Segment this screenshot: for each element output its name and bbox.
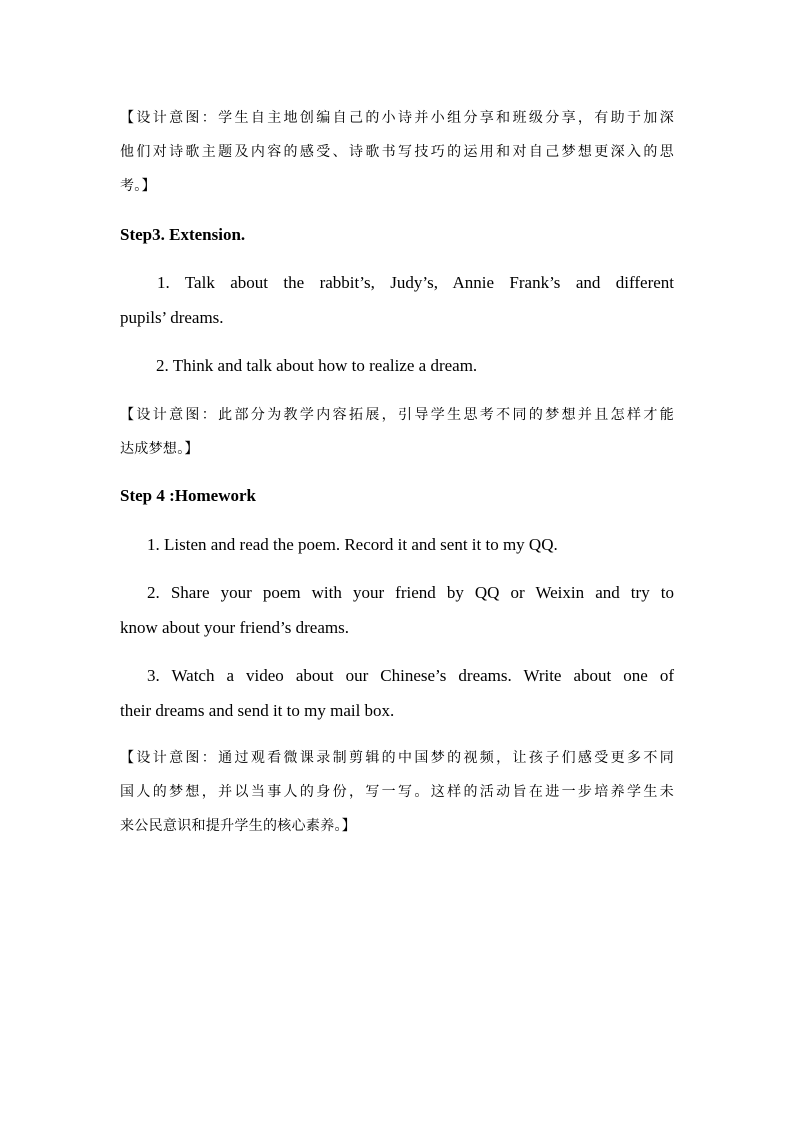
step3-item-2-line: 2. Think and talk about how to realize a dream. [156,356,478,375]
note-line: 来公民意识和提升学生的核心素养。】 [120,818,357,834]
homework-item-3-line: 3. Watch a video about our Chinese’s dreams. Write about one of [147,666,674,685]
homework-item-1-line: 1. Listen and read the poem. Record it and sent it to my QQ. [147,535,558,554]
note-line: 国人的梦想，并以当事人的身份，写一写。这样的活动旨在进一步培养学生未 [120,784,674,800]
homework-item-2 [120,575,674,645]
homework-item-3 [120,658,674,728]
note-line: 考。】 [120,178,156,194]
design-intent-note-2 [120,398,674,466]
note-line: 【设计意图：通过观看微课录制剪辑的中国梦的视频，让孩子们感受更多不同 [120,750,674,766]
note-line: 达成梦想。】 [120,441,199,457]
note-line: 他们对诗歌主题及内容的感受、诗歌书写技巧的运用和对自己梦想更深入的思 [120,144,674,160]
homework-item-2-line: 2. Share your poem with your friend by QQ or Weixin and try to [147,583,674,602]
step3-item-1 [120,265,674,335]
step3-heading: Step3. Extension. [120,225,246,244]
step4-heading: Step 4 :Homework [120,486,256,505]
homework-item-3-line: their dreams and send it to my mail box. [120,701,395,720]
step3-item-1-line: pupils’ dreams. [120,308,224,327]
design-intent-note-3 [120,741,674,843]
note-line: 【设计意图：学生自主地创编自己的小诗并小组分享和班级分享，有助于加深 [120,110,674,126]
note-line: 【设计意图：此部分为教学内容拓展，引导学生思考不同的梦想并且怎样才能 [120,407,674,423]
step3-item-2 [156,348,676,383]
homework-item-1 [147,527,674,562]
design-intent-note-1 [120,101,674,203]
homework-item-2-line: know about your friend’s dreams. [120,618,349,637]
step3-item-1-line: 1. Talk about the rabbit’s, Judy’s, Annie Frank’s and different [157,273,674,292]
